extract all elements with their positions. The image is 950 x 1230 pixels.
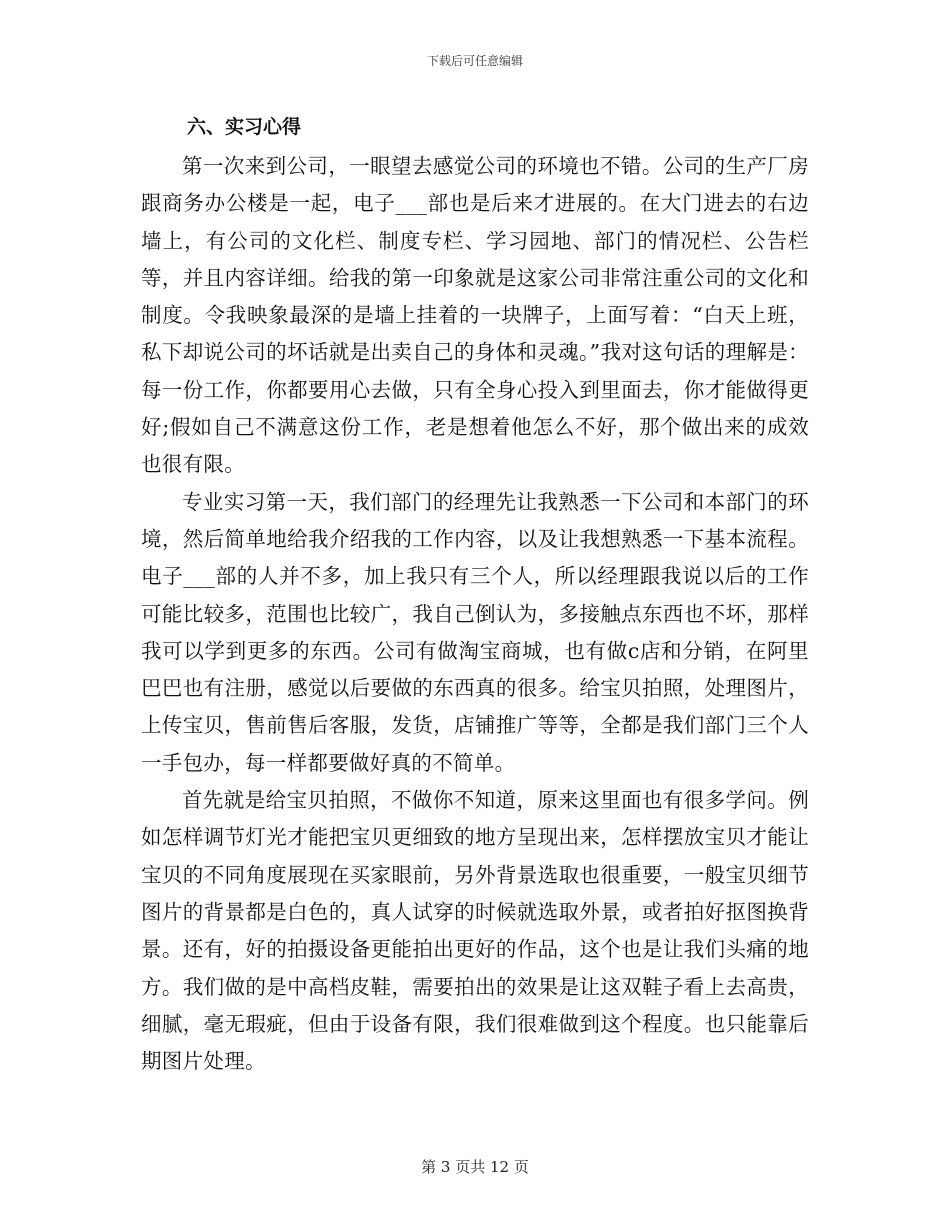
paragraph-1: 第一次来到公司，一眼望去感觉公司的环境也不错。公司的生产厂房跟商务办公楼是一起，电子___部也是后来才进展的。在大门进去的右边墙上，有公司的文化栏、制度专栏、学习园地、部门的情况栏、公告栏等，并且内容详细。给我的第一印象就是这家公司非常注重公司的文化和制度。令我映象最深的是墙上挂着的一块牌子，上面写着：“白天上班，私下却说公司的坏话就是出卖自己的身体和灵魂。”我对这句话的理解是：每一份工作，你都要用心去做，只有全身心投入到里面去，你才能做得更好;假如自己不满意这份工作，老是想着他怎么不好，那个做出来的成效也很有限。 [141, 154, 809, 477]
section-heading: 六、实习心得 [187, 116, 302, 138]
page-footer: 第 3 页共 12 页 [421, 1158, 529, 1176]
paragraph-3: 首先就是给宝贝拍照，不做你不知道，原来这里面也有很多学问。例如怎样调节灯光才能把宝贝更细致的地方呈现出来，怎样摆放宝贝才能让宝贝的不同角度展现在买家眼前，另外背景选取也很重要，一般宝贝细节图片的背景都是白色的，真人试穿的时候就选取外景，或者拍好抠图换背景。还有，好的拍摄设备更能拍出更好的作品，这个也是让我们头痛的地方。我们做的是中高档皮鞋，需要拍出的效果是让这双鞋子看上去高贵，细腻，毫无瑕疵，但由于设备有限，我们很难做到这个程度。也只能靠后期图片处理。 [141, 788, 809, 1074]
paragraph-2: 专业实习第一天，我们部门的经理先让我熟悉一下公司和本部门的环境，然后简单地给我介绍我的工作内容，以及让我想熟悉一下基本流程。电子___部的人并不多，加上我只有三个人，所以经理跟我说以后的工作可能比较多，范围也比较广，我自己倒认为，多接触点东西也不坏，那样我可以学到更多的东西。公司有做淘宝商城，也有做c店和分销，在阿里巴巴也有注册，感觉以后要做的东西真的很多。给宝贝拍照，处理图片，上传宝贝，售前售后客服，发货，店铺推广等等，全都是我们部门三个人一手包办，每一样都要做好真的不简单。 [141, 489, 809, 775]
page-content [141, 110, 809, 1080]
page-header: 下载后可任意编辑 [426, 54, 523, 68]
